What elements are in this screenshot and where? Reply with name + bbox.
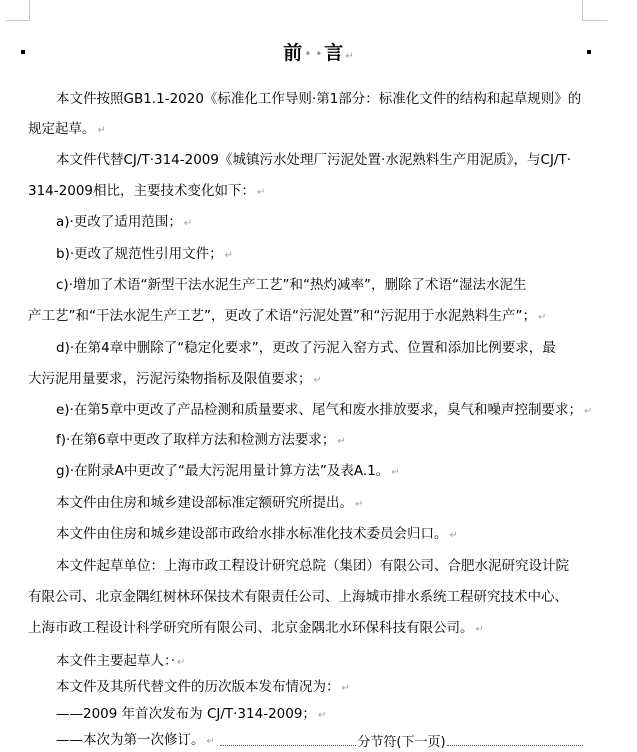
page-corner-mark-top-left	[6, 0, 30, 21]
text-line-content: ——本次为第一次修订。	[56, 732, 205, 748]
text-line-content: f)·在第6章中更改了取样方法和检测方法要求；	[56, 432, 336, 448]
text-line-content: 本文件主要起草人：·	[56, 653, 176, 669]
paragraph-mark-icon: ↵	[257, 187, 266, 198]
paragraph-mark-icon: ↵	[313, 375, 322, 386]
paragraph-mark-icon: ↵	[449, 530, 458, 541]
title-char-1: 前	[283, 42, 303, 64]
paragraph-mark-icon: ↵	[177, 657, 186, 668]
text-line[interactable]	[28, 307, 546, 327]
text-line-content: 314-2009相比，主要技术变化如下：	[28, 183, 255, 199]
text-line[interactable]	[56, 151, 571, 169]
section-break-dotline-right	[447, 735, 583, 746]
text-line[interactable]	[56, 213, 192, 233]
text-line-content: c)·增加了术语“新型干法水泥生产工艺”和“热灼减率”，删除了术语“湿法水泥生	[56, 277, 527, 293]
text-line[interactable]	[56, 525, 458, 545]
paragraph-mark-icon: ↵	[537, 312, 547, 323]
page-corner-mark-top-right	[582, 0, 607, 21]
text-line[interactable]	[56, 705, 326, 725]
text-line-content: 本文件由住房和城乡建设部标准定额研究所提出。	[56, 495, 353, 511]
paragraph-mark-icon: ↵	[206, 736, 215, 747]
section-break-dotline-left	[220, 735, 356, 746]
text-line-content: 有限公司、北京金隅红树林环保技术有限责任公司、上海城市排水系统工程研究技术中心、	[28, 589, 568, 605]
text-line-content: 规定起草。	[28, 121, 96, 137]
text-line[interactable]	[28, 588, 568, 606]
space-marks: • •	[304, 46, 323, 61]
text-line-content: 本文件及其所代替文件的历次版本发布情况为：	[56, 679, 340, 695]
paragraph-mark-icon: ↵	[391, 467, 400, 478]
paragraph-mark-icon: ↵	[317, 710, 327, 721]
text-line[interactable]	[56, 339, 556, 357]
text-line[interactable]	[56, 431, 346, 451]
text-line[interactable]	[28, 619, 484, 639]
text-line[interactable]	[28, 120, 106, 140]
text-line-content: d)·在第4章中删除了“稳定化要求”，更改了污泥入窑方式、位置和添加比例要求，最	[56, 340, 556, 356]
text-line[interactable]	[56, 652, 185, 672]
paragraph-mark-icon: ↵	[345, 51, 354, 62]
section-break-label: 分节符(下一页)	[357, 734, 446, 750]
text-line[interactable]	[56, 276, 526, 294]
paragraph-mark-icon: ↵	[337, 436, 346, 447]
paragraph-mark-icon: ↵	[224, 250, 234, 261]
text-line[interactable]	[56, 401, 592, 421]
text-line[interactable]	[28, 182, 265, 202]
text-line-content: e)·在第5章中更改了产品检测和质量要求、尾气和废水排放要求，臭气和噪声控制要求；	[56, 402, 582, 418]
text-line-content: g)·在附录A中更改了“最大污泥用量计算方法”及表A.1。	[56, 463, 390, 479]
text-line-content: 本文件由住房和城乡建设部市政给水排水标准化技术委员会归口。	[56, 526, 448, 542]
section-break	[220, 732, 583, 748]
text-line[interactable]	[56, 557, 569, 575]
text-line[interactable]	[56, 462, 400, 482]
text-line-content: ——2009 年首次发布为 CJ/T·314-2009；	[56, 706, 316, 722]
paragraph-mark-icon: ↵	[355, 499, 364, 510]
text-line-content: b)·更改了规范性引用文件；	[56, 246, 223, 262]
page-title	[0, 38, 637, 65]
text-line[interactable]	[56, 245, 233, 265]
paragraph-mark-icon: ↵	[183, 218, 193, 229]
text-line-content: 本文件代替CJ/T·314-2009《城镇污水处理厂污泥处置·水泥熟料生产用泥质》，与CJ/T·	[56, 152, 572, 168]
text-line-content: 本文件按照GB1.1-2020《标准化工作导则·第1部分：标准化文件的结构和起草规则》的	[56, 91, 582, 107]
paragraph-mark-icon: ↵	[341, 683, 350, 694]
text-line-content: 产工艺”和“干法水泥生产工艺”，更改了术语“污泥处置”和“污泥用于水泥熟料生产”；	[28, 308, 536, 324]
text-line[interactable]	[28, 370, 322, 390]
text-line-content: a)·更改了适用范围；	[56, 214, 182, 230]
text-line-content: 上海市政工程设计科学研究所有限公司、北京金隅北水环保科技有限公司。	[28, 620, 474, 636]
paragraph-mark-icon: ↵	[475, 624, 484, 635]
text-line-content: 大污泥用量要求，污泥污染物指标及限值要求；	[28, 371, 312, 387]
paragraph-mark-icon: ↵	[97, 125, 106, 136]
text-line[interactable]	[56, 731, 215, 751]
text-line[interactable]	[56, 678, 350, 698]
title-char-2: 言	[324, 42, 344, 64]
text-line[interactable]	[56, 494, 363, 514]
text-line[interactable]	[56, 90, 581, 108]
text-line-content: 本文件起草单位：上海市政工程设计研究总院（集团）有限公司、合肥水泥研究设计院	[56, 558, 569, 574]
paragraph-mark-icon: ↵	[583, 406, 593, 417]
